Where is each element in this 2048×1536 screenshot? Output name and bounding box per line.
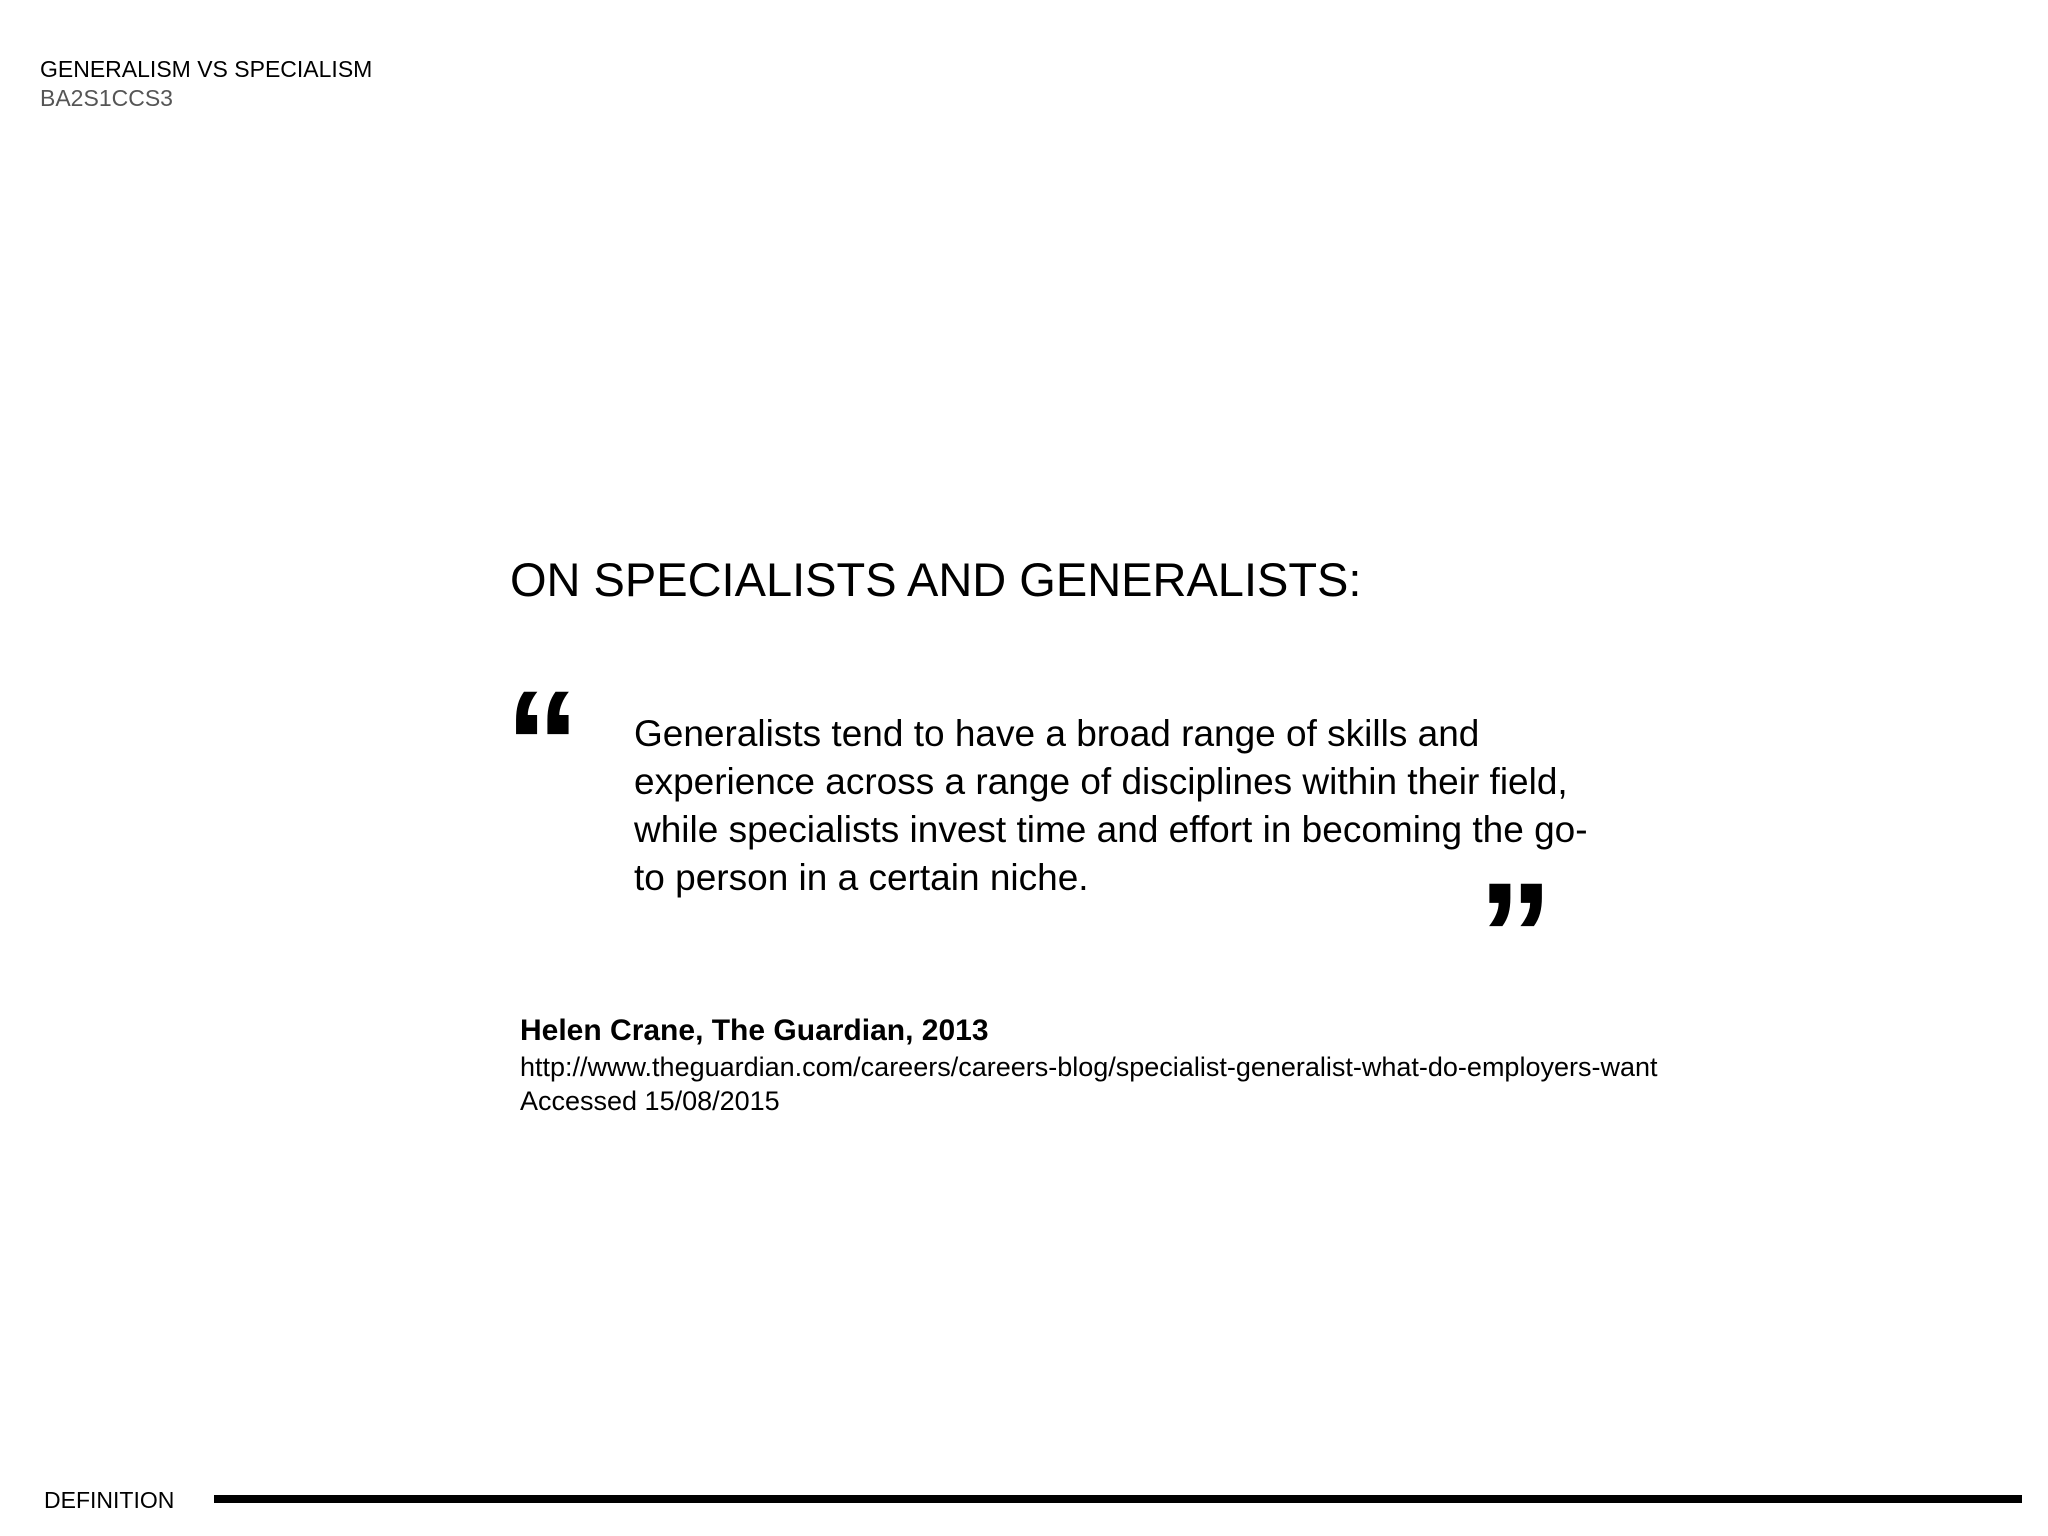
page-title: ON SPECIALISTS AND GENERALISTS: [510, 553, 1362, 606]
close-quote-icon: ” [1478, 851, 1553, 1019]
footer-divider [214, 1495, 2022, 1503]
quote-text: Generalists tend to have a broad range of skills and experience across a range of disciplines within their field, while specialists invest time and effort in becoming the go-to person in a certain niche. [634, 713, 1588, 898]
open-quote-icon: “ [505, 659, 580, 827]
citation-author: Helen Crane, The Guardian, 2013 [520, 1014, 989, 1047]
header-title: GENERALISM VS SPECIALISM [40, 56, 373, 82]
citation-accessed: Accessed 15/08/2015 [520, 1086, 780, 1116]
citation-url: http://www.theguardian.com/careers/careers-blog/specialist-generalist-what-do-employers-want [520, 1052, 1658, 1082]
footer-section-label: DEFINITION [44, 1487, 175, 1513]
header-code: BA2S1CCS3 [40, 85, 173, 111]
